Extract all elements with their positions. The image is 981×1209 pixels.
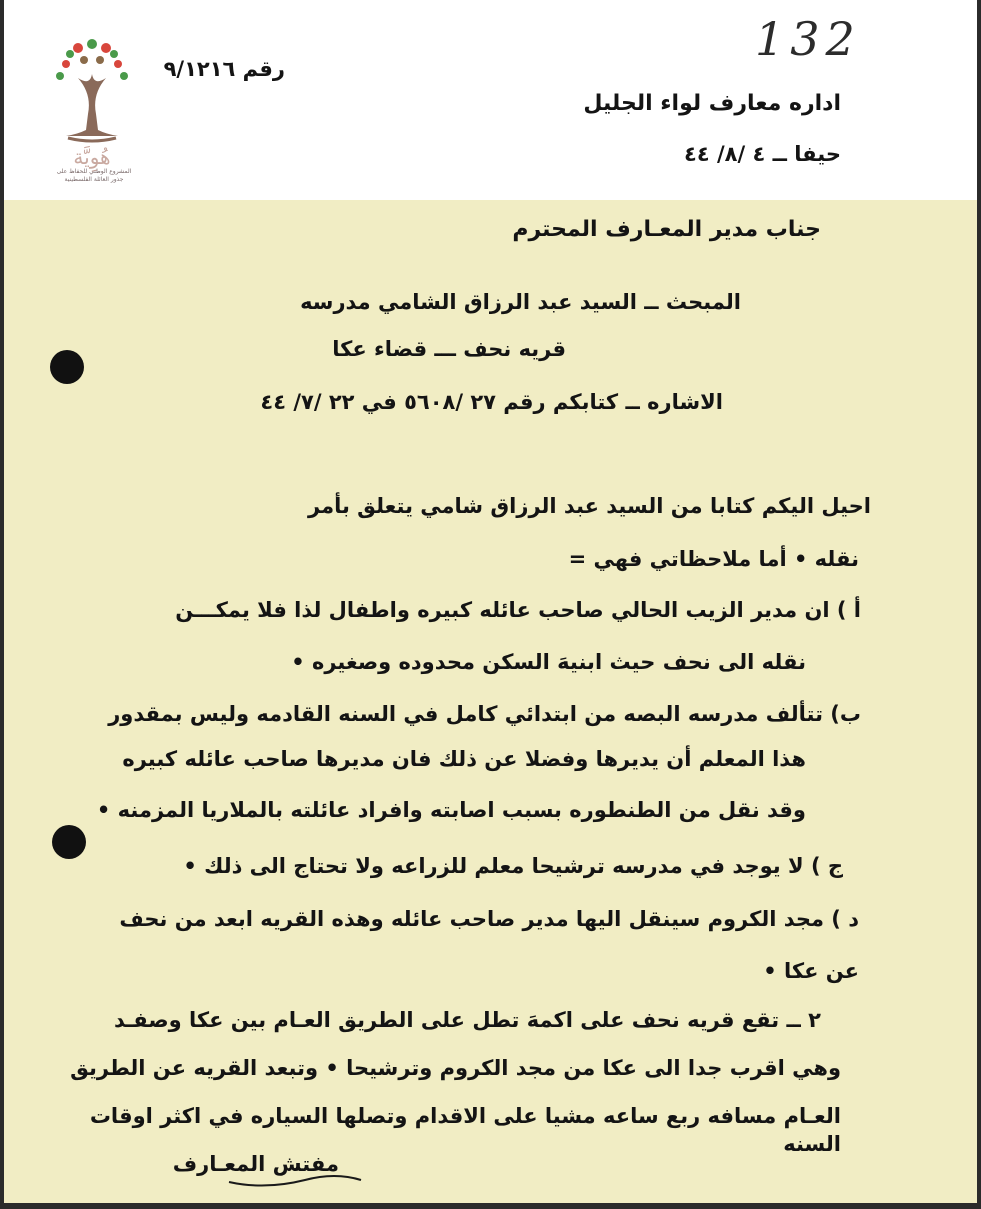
item-2-line-2: وهي اقرب جدا الى عكا من مجد الكروم وترشيحا • وتبعد القريه عن الطريق bbox=[70, 1056, 841, 1080]
punch-hole-top bbox=[50, 350, 84, 384]
item-2-line-3: العـام مسافه ربع ساعه مشيا على الاقدام وتصلها السياره في اكثر اوقات bbox=[89, 1104, 841, 1128]
place-date: حيفا ــ ٤ /٨/ ٤٤ bbox=[684, 142, 841, 166]
item-b-line-1: ب) تتألف مدرسه البصه من ابتدائي كامل في السنه القادمه وليس بمقدور bbox=[108, 702, 861, 726]
item-a-line-1: أ ) ان مدير الزيب الحالي صاحب عائله كبيره واطفال لذا فلا يمكـــن bbox=[175, 598, 861, 622]
item-d-line-1: د ) مجد الكروم سينقل اليها مدير صاحب عائله وهذه القريه ابعد من نحف bbox=[119, 907, 859, 931]
office-name: اداره معارف لواء الجليل bbox=[583, 91, 841, 116]
item-2-line-1: ٢ ــ تقع قريه نحف على اكمهَ تطل على الطريق العـام بين عكا وصفـد bbox=[113, 1008, 821, 1032]
item-b-line-2: هذا المعلم أن يديرها وفضلا عن ذلك فان مديرها صاحب عائله كبيره bbox=[122, 747, 806, 771]
logo-name: هُوِيَّة bbox=[73, 145, 111, 169]
item-a-line-2: نقله الى نحف حيث ابنيهَ السكن محدوده وصغيره • bbox=[291, 650, 806, 674]
salutation: جناب مدير المعـارف المحترم bbox=[512, 217, 821, 242]
subject-line-1: المبحث ــ السيد عبد الرزاق الشامي مدرسه bbox=[300, 290, 741, 314]
hawiya-tree-logo bbox=[48, 34, 136, 184]
item-2-line-4: السنه bbox=[783, 1132, 841, 1156]
subject-line-2: قريه نحف ـــ قضاء عكا bbox=[332, 337, 566, 361]
scan-edge-left bbox=[0, 0, 4, 1209]
item-d-line-2: عن عكا • bbox=[763, 959, 859, 983]
item-b-line-3: وقد نقل من الطنطوره بسبب اصابته وافراد عائلته بالملاريا المزمنه • bbox=[96, 798, 806, 822]
archive-page-number: 132 bbox=[755, 12, 861, 66]
reference-line: الاشاره ــ كتابكم رقم ٢٧ /٥٦٠٨ في ٢٢ /٧/ ٤٤ bbox=[260, 390, 723, 414]
intro-line-2: نقله • أما ملاحظاتي فهي = bbox=[568, 547, 859, 571]
scan-edge-bottom bbox=[0, 1203, 981, 1209]
signature-title: مفتش المعـارف bbox=[172, 1152, 339, 1176]
scan-edge-right bbox=[977, 0, 981, 1209]
item-c: ج ) لا يوجد في مدرسه ترشيحا معلم للزراعه ولا تحتاج الى ذلك • bbox=[183, 854, 843, 878]
reference-number: رقم ٩/١٢١٦ bbox=[163, 57, 285, 81]
signature-underline bbox=[225, 1168, 365, 1190]
logo-caption: المشروع الوطني للحفاظ على جذور العائلة الفلسطينية bbox=[56, 168, 132, 183]
intro-line: احيل اليكم كتابا من السيد عبد الرزاق شامي يتعلق بأمر bbox=[308, 494, 871, 518]
punch-hole-bottom bbox=[52, 825, 86, 859]
